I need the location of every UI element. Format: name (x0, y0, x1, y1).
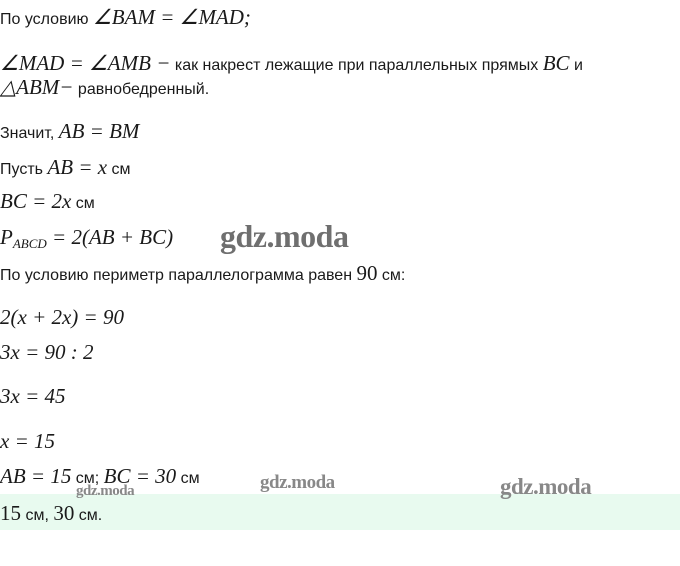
line-bc (0, 190, 95, 215)
math-number: 90 (356, 261, 378, 285)
line-equation-1 (0, 306, 124, 331)
math-expression: x = 15 (0, 429, 55, 453)
text: см; (71, 470, 104, 487)
watermark-main: gdz.moda (220, 218, 349, 254)
math-expression: AB = BM (58, 119, 140, 143)
text: Пусть (0, 161, 48, 178)
math-subscript: ABCD (12, 236, 47, 251)
math-expression: AB = 15 (0, 464, 72, 488)
line-equation-4 (0, 430, 55, 455)
text: см. (74, 507, 103, 524)
unit: см (107, 161, 131, 178)
text: По условию (0, 11, 93, 28)
line-condition (0, 6, 251, 31)
line-therefore (0, 120, 139, 145)
line-let (0, 156, 131, 181)
text: и (569, 57, 583, 74)
math-expression: 3x = 45 (0, 384, 66, 408)
text: Значит, (0, 125, 59, 142)
text: как накрест лежащие при параллельных прямых (170, 57, 543, 74)
text: см, (21, 507, 54, 524)
text: По условию периметр параллелограмма равен (0, 267, 357, 284)
watermark-small: gdz.moda (500, 474, 592, 499)
line-perimeter-formula (0, 226, 173, 251)
text: равнобедренный. (73, 81, 210, 98)
math-expression: 2(x + 2x) = 90 (0, 305, 124, 329)
math-expression: = 2(AB + BC) (46, 225, 174, 249)
math-expression: 3x = 90 : 2 (0, 340, 94, 364)
watermark-small: gdz.moda (76, 483, 135, 499)
math-number: 15 (0, 501, 21, 525)
line-equation-3 (0, 385, 66, 410)
line-perimeter-condition (0, 262, 405, 287)
line-cross-angles (0, 52, 583, 77)
math-expression: ∠BAM = ∠MAD; (92, 5, 251, 29)
math-expression: BC = 30 (103, 464, 177, 488)
line-equation-2 (0, 341, 94, 366)
math-expression: BC = 2x (0, 189, 72, 213)
math-expression: AB = x (47, 155, 108, 179)
answer-line (0, 502, 102, 527)
math-expression: △ABM− (0, 75, 74, 99)
line-isosceles (0, 76, 209, 101)
math-symbol: P (0, 225, 13, 249)
unit: см: (377, 267, 406, 284)
watermark-small: gdz.moda (260, 472, 335, 493)
unit: см (71, 195, 95, 212)
text: см (176, 470, 200, 487)
math-number: 30 (53, 501, 75, 525)
math-expression: ∠MAD = ∠AMB − (0, 51, 171, 75)
math-expression: BC (542, 51, 570, 75)
